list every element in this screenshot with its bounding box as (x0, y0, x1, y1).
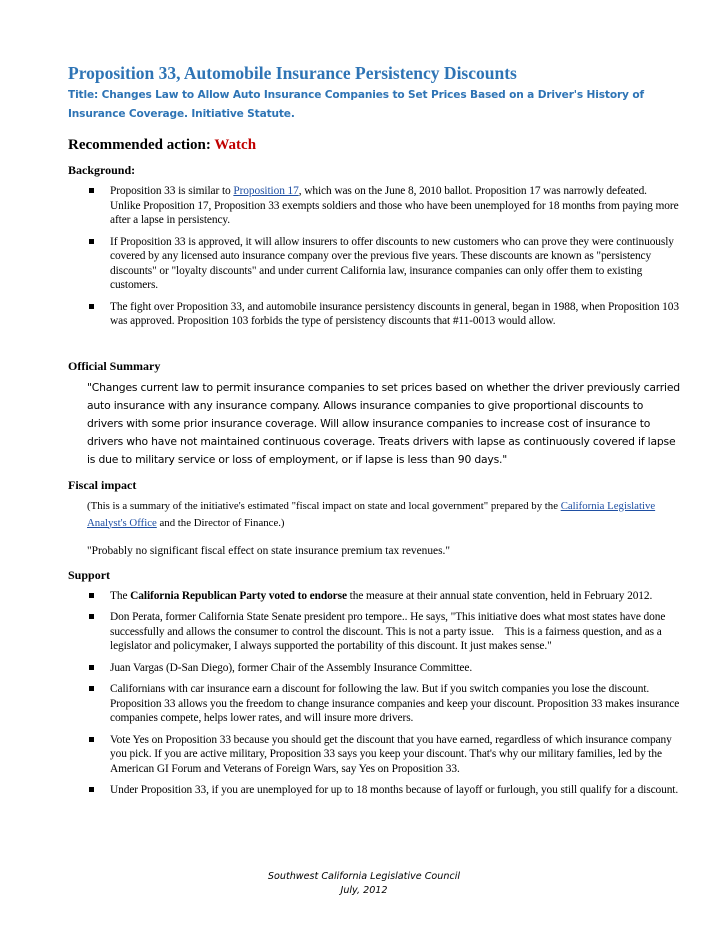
page-footer (0, 870, 728, 898)
footer-organization: Southwest California Legislative Council (267, 871, 461, 882)
support-item-1-pre: The (110, 589, 131, 602)
document-page (68, 62, 680, 805)
support-item-1-bold: California Republican Party voted to endorse (130, 589, 347, 602)
list-item (68, 300, 680, 329)
background-heading: Background: (68, 163, 136, 177)
bullet-square-icon (89, 188, 94, 193)
recommended-action-value: Watch (214, 137, 257, 153)
background-item-2: If Proposition 33 is approved, it will allow insurers to offer discounts to new customers who can prove they were continuously covered by any licensed auto insurance company over the previous five years. These discounts are known as "persistency discounts" or "loyalty discounts" and under current California law, insurance companies can only offer them to existing customers. (110, 235, 674, 291)
official-summary-text: "Changes current law to permit insurance companies to set prices based on whether the driver previously carried auto insurance with any insurance company. Allows insurance companies to give proportional discounts to drivers with some prior insurance coverage. Will allow insurance companies to increase cost of insurance to drivers who have not maintained continuous coverage. Treats drivers with lapse as continuously covered if lapse is due to military service or loss of employment, or if lapse is less than 90 days." (87, 380, 680, 467)
official-summary-heading: Official Summary (68, 358, 161, 373)
list-item (68, 783, 680, 798)
fiscal-note-pre: (This is a summary of the initiative's estimated "fiscal impact on state and local government" prepared by the (87, 499, 561, 512)
bullet-square-icon (89, 787, 94, 792)
support-item-5: Vote Yes on Proposition 33 because you should get the discount that you have earned, regardless of which insurance company you pick. If you are active military, Proposition 33 says you keep your discount. That's why our military families, led by the American GI Forum and Veterans of Foreign Wars, say Yes on Proposition 33. (110, 733, 672, 775)
support-item-6: Under Proposition 33, if you are unemployed for up to 18 months because of layoff or furlough, you still qualify for a discount. (110, 784, 679, 797)
support-list (68, 589, 680, 798)
fiscal-impact-note (87, 498, 680, 532)
page-title: Proposition 33, Automobile Insurance Persistency Discounts (68, 63, 517, 83)
fiscal-impact-heading: Fiscal impact (68, 477, 137, 492)
bullet-square-icon (89, 304, 94, 309)
bullet-square-icon (89, 665, 94, 670)
list-item (68, 184, 680, 228)
recommended-action-label: Recommended action: (68, 137, 215, 153)
footer-date: July, 2012 (340, 885, 388, 896)
bullet-square-icon (89, 737, 94, 742)
background-list (68, 184, 680, 329)
bullet-square-icon (89, 614, 94, 619)
page-subtitle: Title: Changes Law to Allow Auto Insurance Companies to Set Prices Based on a Driver's History of Insurance Coverage. Initiative Statute. (68, 89, 644, 120)
recommended-action (68, 136, 680, 154)
fiscal-note-post: and the Director of Finance.) (156, 516, 285, 529)
list-item (68, 235, 680, 293)
support-item-1-post: the measure at their annual state convention, held in February 2012. (346, 589, 653, 602)
support-item-4: Californians with car insurance earn a discount for following the law. But if you switch companies you lose the discount. Proposition 33 allows you the freedom to change insurance companies and keep your discount. Proposition 33 makes insurance companies compete, helps lower rates, and will insure more drivers. (110, 683, 680, 725)
background-item-3: The fight over Proposition 33, and automobile insurance persistency discounts in general, began in 1988, when Proposition 103 was approved. Proposition 103 forbids the type of persistency discounts that #11-0013 would allow. (110, 300, 679, 327)
list-item (68, 610, 680, 654)
proposition-17-link[interactable]: Proposition 17 (233, 185, 299, 197)
list-item (68, 682, 680, 726)
fiscal-impact-quote: "Probably no significant fiscal effect on state insurance premium tax revenues." (87, 544, 451, 557)
support-item-3: Juan Vargas (D-San Diego), former Chair of the Assembly Insurance Committee. (110, 661, 473, 674)
background-item-1-post: , which was on the June 8, 2010 ballot. Proposition 17 was narrowly defeated. Unlike Proposition 17, Proposition 33 exempts soldiers and those who have been unemployed for 18 months from paying more after a lapse in persistency. (110, 185, 679, 226)
bullet-square-icon (89, 593, 94, 598)
support-item-2: Don Perata, former California State Senate president pro tempore.. He says, "This initiative does what most states have done successfully and allows the consumer to control the discount. This is not a party issue. This is a fairness question, and as a legislator and policymaker, I always supported the portability of this discount. It just makes sense." (110, 611, 669, 653)
background-item-1-pre: Proposition 33 is similar to (110, 185, 234, 197)
list-item (68, 661, 680, 676)
support-heading: Support (68, 567, 111, 582)
bullet-square-icon (89, 239, 94, 244)
list-item (68, 733, 680, 777)
bullet-square-icon (89, 686, 94, 691)
list-item (68, 589, 680, 604)
legislative-analyst-link[interactable]: California Legislative Analyst's Office (87, 499, 656, 529)
